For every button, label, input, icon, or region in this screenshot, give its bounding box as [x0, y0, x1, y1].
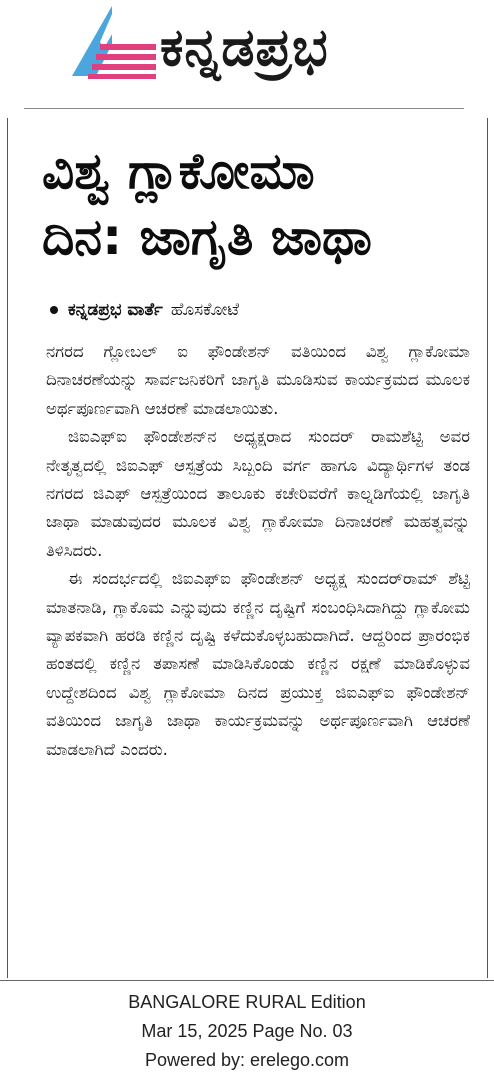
- footer-divider: [0, 980, 494, 981]
- brand-name: ಕನ್ನಡಪ್ರಭ: [160, 18, 329, 78]
- byline: [50, 296, 239, 324]
- paragraph-1: ನಗರದ ಗ್ಲೋಬಲ್ ಐ ಫೌಂಡೇಶನ್ ವತಿಯಿಂದ ವಿಶ್ವ ಗ್ಲಾಕೋಮಾ ದಿನಾಚರಣೆಯನ್ನು ಸಾರ್ವಜನಿಕರಿಗೆ ಜಾಗೃತಿ ಮೂಡಿಸುವ ಕಾರ್ಯಕ್ರಮದ ಮೂಲಕ ಅರ್ಥಪೂರ್ಣವಾಗಿ ಆಚರಣೆ ಮಾಡಲಾಯಿತು.: [46, 342, 470, 418]
- column-rule-right: [487, 118, 488, 978]
- masthead: [0, 0, 494, 108]
- date-page-label: Mar 15, 2025 Page No. 03: [141, 1021, 353, 1041]
- headline-line-2: ದಿನ: ಜಾಗೃತಿ ಜಾಥಾ: [42, 208, 372, 266]
- edition-label: BANGALORE RURAL Edition: [128, 992, 366, 1012]
- article-body: [46, 338, 470, 764]
- footer: [0, 988, 494, 1075]
- paragraph-3: ಈ ಸಂದರ್ಭದಲ್ಲಿ ಜಿಐಎಫ್‌ಐ ಫೌಂಡೇಶನ್ ಅಧ್ಯಕ್ಷ ಸುಂದರ್‌ರಾಮ್ ಶೆಟ್ಟಿ ಮಾತನಾಡಿ, ಗ್ಲಾಕೊಮ ಎನ್ನುವುದು ಕಣ್ಣಿನ ದೃಷ್ಟಿಗೆ ಸಂಬಂಧಿಸಿದಾಗಿದ್ದು ಗ್ಲಾಕೋಮ ವ್ಯಾಪಕವಾಗಿ ಹರಡಿ ಕಣ್ಣಿನ ದೃಷ್ಟಿ ಕಳೆದುಕೊಳ್ಳಬಹುದಾಗಿದೆ. ಆದ್ದರಿಂದ ಪ್ರಾರಂಭಿಕ ಹಂತದಲ್ಲಿ ಕಣ್ಣಿನ ತಪಾಸಣೆ ಮಾಡಿಸಿಕೊಂಡು ಕಣ್ಣಿನ ರಕ್ಷಣೆ ಮಾಡಿಕೊಳ್ಳುವ ಉದ್ದೇಶದಿಂದ ವಿಶ್ವ ಗ್ಲಾಕೋಮಾ ದಿನದ ಪ್ರಯುಕ್ತ ಜಿಐಎಫ್‌ಐ ಫೌಂಡೇಶನ್ ವತಿಯಿಂದ ಜಾಗೃತಿ ಜಾಥಾ ಕಾರ್ಯಕ್ರಮವನ್ನು ಅರ್ಥಪೂರ್ಣವಾಗಿ ಆಚರಣೆ ಮಾಡಲಾಗಿದೆ ಎಂದರು.: [46, 569, 470, 759]
- headline: [42, 138, 472, 270]
- byline-place: ಹೊಸಕೋಟೆ: [170, 300, 240, 320]
- kannada-prabha-logo-icon: [66, 4, 158, 82]
- powered-by-label: Powered by: erelego.com: [144, 1050, 350, 1070]
- byline-source: ಕನ್ನಡಪ್ರಭ ವಾರ್ತೆ: [68, 300, 163, 320]
- bullet-icon: [50, 306, 58, 314]
- headline-line-1: ವಿಶ್ವ ಗ್ಲಾಕೋಮಾ: [42, 142, 315, 200]
- column-rule-left: [7, 118, 8, 978]
- paragraph-2: ಜಿಐಎಫ್‌ಐ ಫೌಂಡೇಶನ್‌ನ ಅಧ್ಯಕ್ಷರಾದ ಸುಂದರ್ ರಾಮಶೆಟ್ಟಿ ಅವರ ನೇತೃತ್ವದಲ್ಲಿ ಜಿಐಎಫ್ ಆಸ್ಪತ್ರೆಯ ಸಿಬ್ಬಂದಿ ವರ್ಗ ಹಾಗೂ ವಿದ್ಯಾರ್ಥಿಗಳ ತಂಡ ನಗರದ ಜಿಎಫ್ ಆಸ್ಪತ್ರೆಯಿಂದ ತಾಲೂಕು ಕಚೇರಿವರೆಗೆ ಕಾಲ್ನಡಿಗೆಯಲ್ಲಿ ಜಾಗೃತಿ ಜಾಥಾ ಮಾಡುವುದರ ಮೂಲಕ ವಿಶ್ವ ಗ್ಲಾಕೋಮಾ ದಿನಾಚರಣೆ ಮಹತ್ವವನ್ನು ತಿಳಿಸಿದರು.: [46, 427, 470, 560]
- masthead-divider: [24, 108, 464, 109]
